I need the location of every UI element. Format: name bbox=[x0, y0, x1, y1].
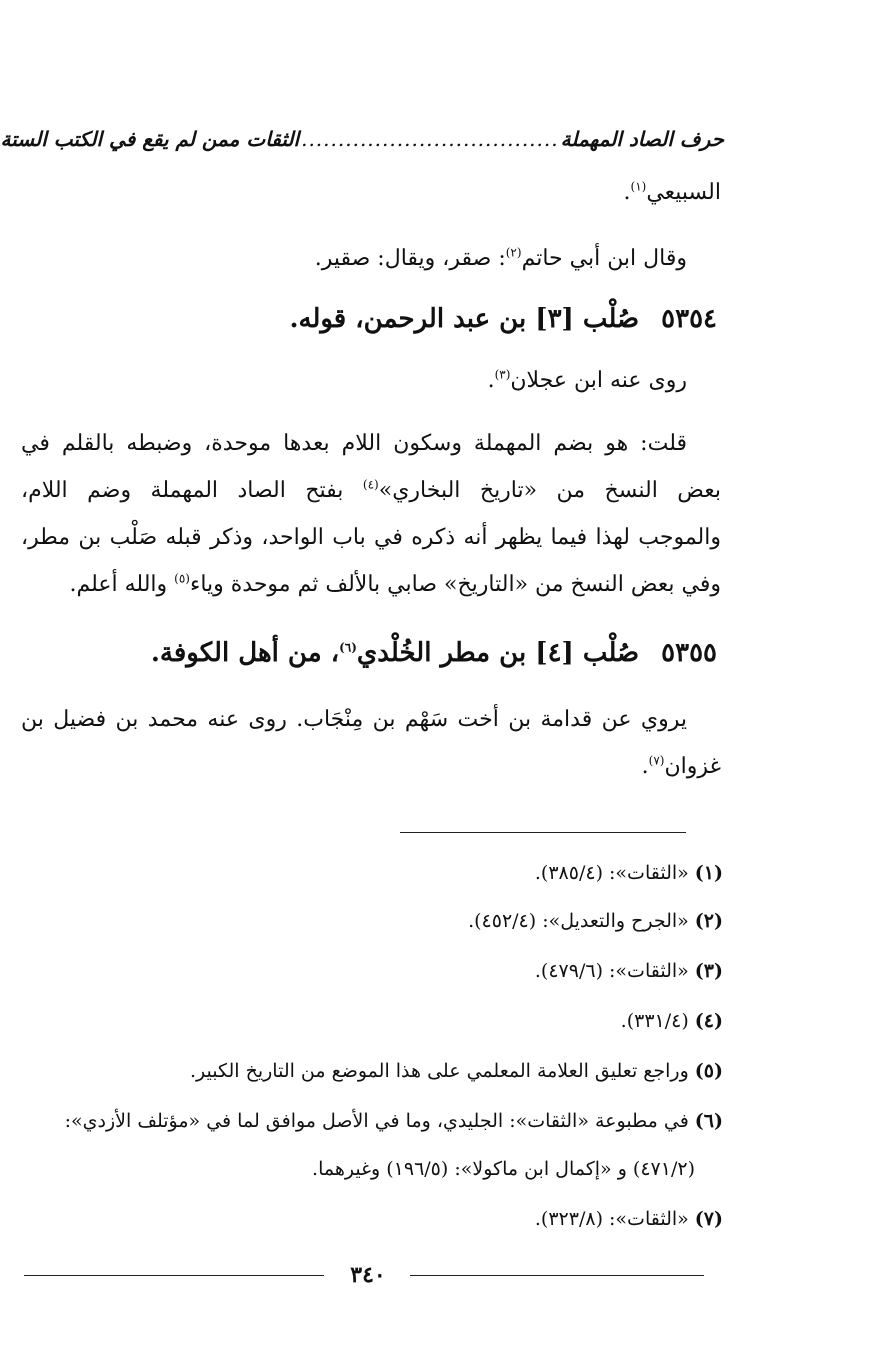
text-segment: . bbox=[641, 754, 649, 779]
footnote-ref[interactable]: (١) bbox=[630, 179, 647, 194]
footnote-text: «الثقات»: (٣٨٥/٤). bbox=[534, 862, 689, 884]
footnote-ref[interactable]: (٣) bbox=[494, 367, 511, 382]
footnote-separator bbox=[400, 832, 686, 833]
paragraph-qult bbox=[21, 424, 721, 605]
text-line-narrator bbox=[488, 368, 687, 393]
page-number: ٣٤٠ bbox=[350, 1262, 386, 1288]
header-chapter-title: حرف الصاد المهملة bbox=[560, 127, 724, 151]
text-segment: . bbox=[623, 180, 631, 205]
text-segment: : صقر، ويقال: صقير. bbox=[314, 246, 506, 271]
text-line-2 bbox=[315, 246, 687, 271]
footnote-marker: (١) bbox=[694, 862, 723, 884]
header-dot-leader: ................................... bbox=[301, 127, 559, 151]
footnote-marker: (٣) bbox=[694, 960, 723, 982]
footer-rule bbox=[410, 1275, 704, 1276]
entry-rest: بن مطر الخُلْدي bbox=[356, 638, 527, 668]
entry-rest: ، من أهل الكوفة. bbox=[150, 638, 340, 668]
text-segment: السبيعي bbox=[646, 180, 721, 205]
footnote-4 bbox=[621, 1010, 723, 1032]
footnote-3 bbox=[535, 960, 723, 982]
text-segment: غزوان bbox=[664, 754, 721, 779]
text-segment: روى عنه ابن عجلان bbox=[510, 368, 687, 393]
paragraph-line bbox=[21, 518, 721, 558]
text-segment: وفي بعض النسخ من «التاريخ» صابي بالألف ثم موحدة وياء bbox=[189, 572, 721, 597]
footnote-6 bbox=[65, 1110, 723, 1132]
running-header bbox=[0, 122, 724, 156]
paragraph-line bbox=[21, 471, 721, 511]
text-segment: بفتح الصاد المهملة وضم اللام، bbox=[21, 478, 363, 503]
entry-number: ٥٣٥٤ bbox=[661, 304, 717, 334]
text-segment: والله أعلم. bbox=[69, 572, 175, 597]
footnote-text: (٣٣١/٤). bbox=[620, 1010, 689, 1032]
entry-heading-5355 bbox=[151, 638, 717, 668]
footnote-2 bbox=[468, 910, 723, 932]
paragraph-line bbox=[21, 565, 721, 605]
footnote-ref[interactable]: (٤) bbox=[362, 477, 379, 492]
footnote-1 bbox=[535, 862, 723, 884]
entry-name: صُلْب bbox=[582, 304, 640, 334]
text-segment: يروي عن قدامة بن أخت سَهْم بن مِنْجَاب. روى عنه محمد بن فضيل بن bbox=[21, 707, 687, 732]
entry-name: صُلْب bbox=[582, 638, 640, 668]
entry-heading-5354 bbox=[289, 304, 717, 334]
footnote-ref[interactable]: (٦) bbox=[339, 640, 357, 655]
footnote-text: «الجرح والتعديل»: (٤٥٢/٤). bbox=[468, 910, 689, 932]
entry-number: ٥٣٥٥ bbox=[661, 638, 717, 668]
footnote-marker: (٦) bbox=[694, 1110, 723, 1132]
page-footer bbox=[24, 1262, 704, 1292]
footnote-5 bbox=[190, 1060, 723, 1082]
paragraph-line bbox=[21, 700, 721, 740]
text-segment: وقال ابن أبي حاتم bbox=[521, 246, 687, 271]
text-segment: . bbox=[487, 368, 495, 393]
paragraph-line bbox=[21, 424, 721, 464]
footnote-7 bbox=[535, 1208, 723, 1230]
footnote-ref[interactable]: (٢) bbox=[505, 245, 522, 260]
footnote-ref[interactable]: (٧) bbox=[648, 753, 665, 768]
footnote-marker: (٤) bbox=[694, 1010, 723, 1032]
text-segment: بعض النسخ من «تاريخ البخاري» bbox=[378, 478, 721, 503]
book-page bbox=[2, 0, 881, 1355]
footnote-marker: (٧) bbox=[694, 1208, 723, 1230]
footnote-6-continuation bbox=[312, 1158, 695, 1180]
text-line-1 bbox=[624, 180, 722, 205]
footnote-marker: (٥) bbox=[694, 1060, 723, 1082]
entry-rest: بن عبد الرحمن، قوله. bbox=[289, 304, 527, 334]
text-segment: والموجب لهذا فيما يظهر أنه ذكره في باب الواحد، وذكر قبله صَلْب بن مطر، bbox=[21, 525, 721, 550]
header-book-title: الثقات ممن لم يقع في الكتب الستة bbox=[0, 127, 300, 151]
footnote-text: في مطبوعة «الثقات»: الجليدي، وما في الأصل موافق لما في «مؤتلف الأزدي»: bbox=[64, 1110, 689, 1132]
footer-rule bbox=[24, 1275, 324, 1276]
text-segment: قلت: هو بضم المهملة وسكون اللام بعدها موحدة، وضبطه بالقلم في bbox=[21, 431, 687, 456]
footnote-text: «الثقات»: (٤٧٩/٦). bbox=[534, 960, 689, 982]
footnote-marker: (٢) bbox=[694, 910, 723, 932]
footnote-ref[interactable]: (٥) bbox=[174, 571, 190, 586]
footnote-text: وراجع تعليق العلامة المعلمي على هذا الموضع من التاريخ الكبير. bbox=[189, 1060, 689, 1082]
footnote-text: (٤٧١/٢) و «إكمال ابن ماكولا»: (١٩٦/٥) وغيرهما. bbox=[312, 1158, 695, 1180]
entry-ref: [٤] bbox=[535, 638, 574, 668]
entry-ref: [٣] bbox=[535, 304, 574, 334]
footnote-text: «الثقات»: (٣٢٣/٨). bbox=[534, 1208, 689, 1230]
paragraph-line bbox=[21, 747, 721, 787]
paragraph-yarwi bbox=[21, 700, 721, 787]
